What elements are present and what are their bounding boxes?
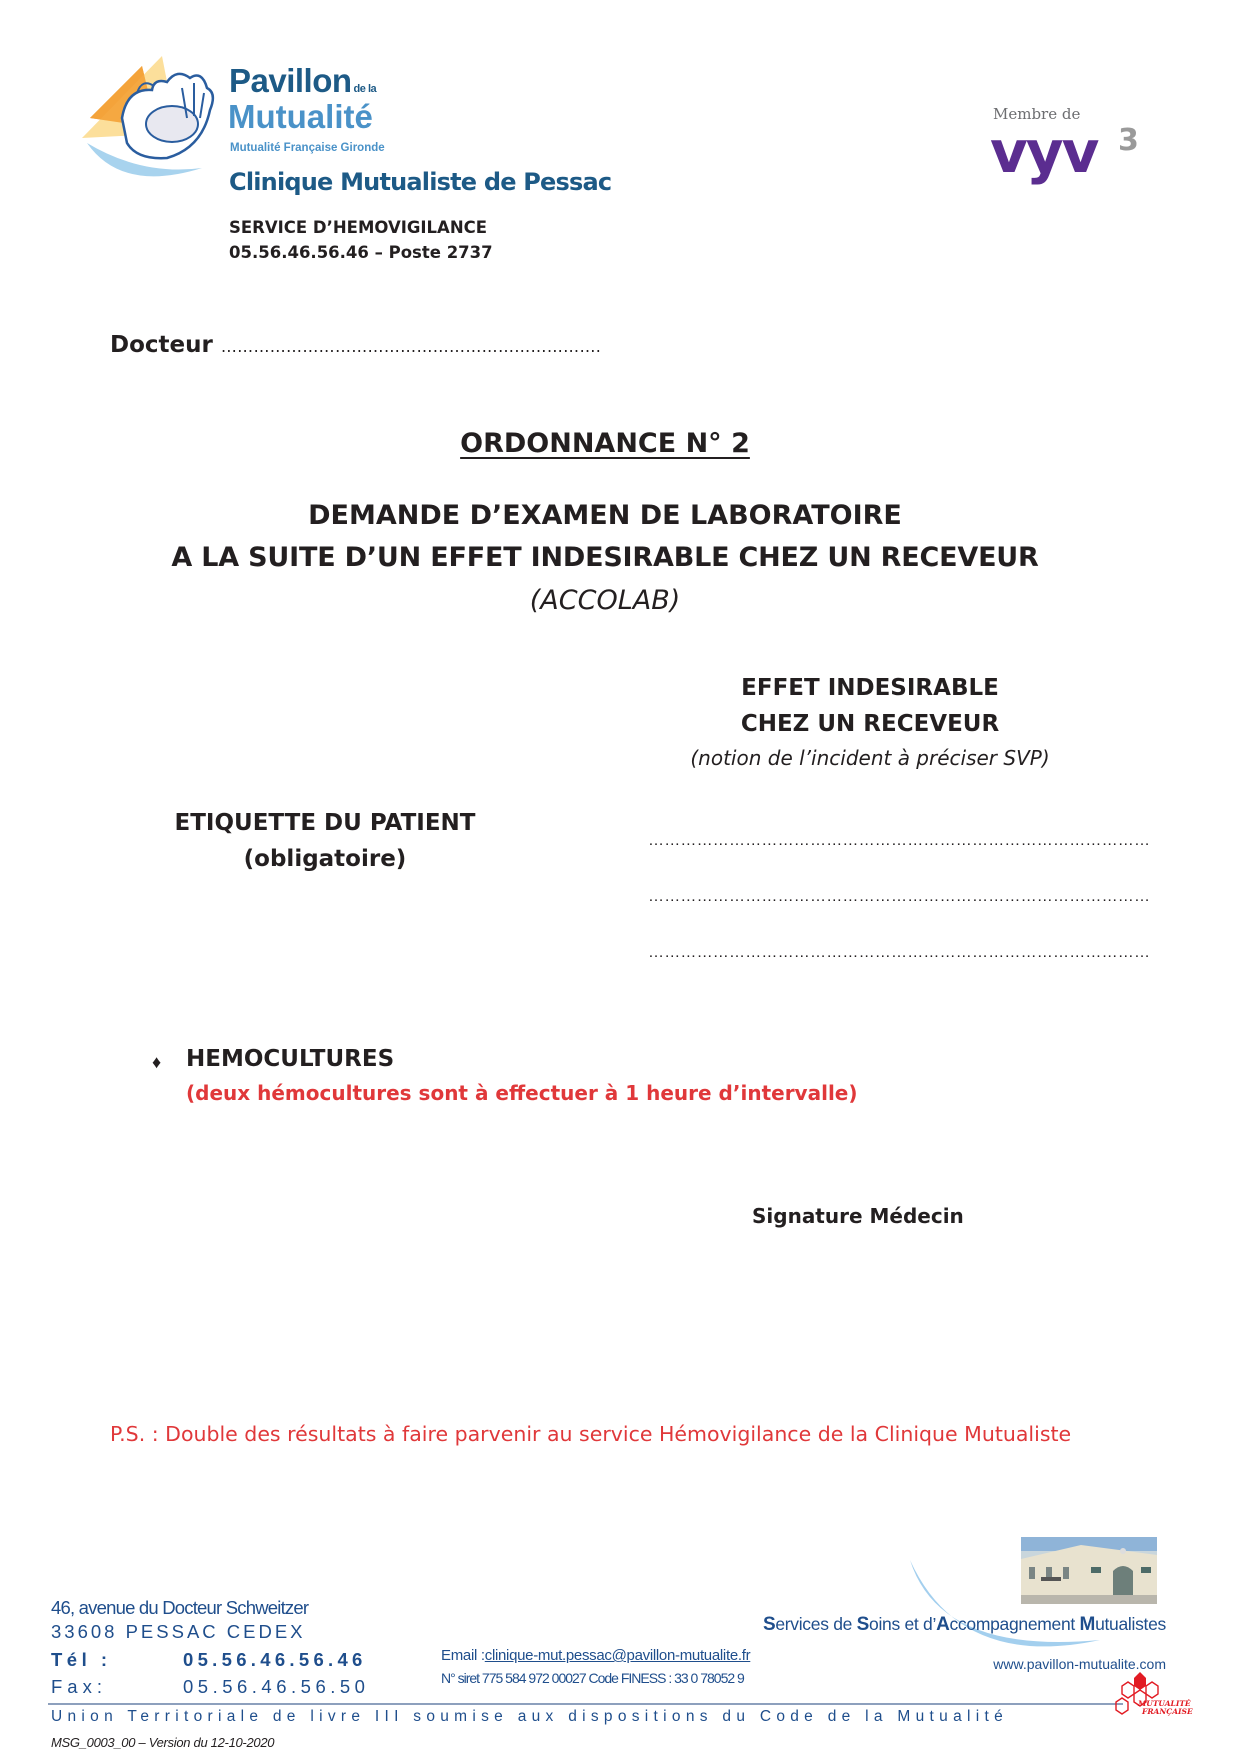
document-version: MSG_0003_00 – Version du 12-10-2020 <box>51 1735 275 1750</box>
vyv-logo-text: vyv <box>990 118 1098 186</box>
building-photo <box>1021 1537 1157 1604</box>
doctor-blank-line[interactable]: ……………………………………………………………. <box>220 337 602 356</box>
vyv-logo-icon <box>990 118 1160 192</box>
footer-website-link[interactable]: www.pavillon-mutualite.com <box>993 1656 1166 1672</box>
mf-logo-line2: FRANÇAISE <box>1142 1707 1193 1716</box>
mf-logo-line1: MUTUALITÉ <box>1138 1699 1191 1708</box>
patient-label-heading: ETIQUETTE DU PATIENT <box>174 810 476 836</box>
member-label: Membre de <box>993 105 1081 123</box>
ps-note: P.S. : Double des résultats à faire parvenir au service Hémovigilance de la Clinique Mutualiste <box>110 1422 1072 1446</box>
adverse-effect-heading-line2: CHEZ UN RECEVEUR <box>740 711 1000 737</box>
footer-services-tagline: Services de Soins et d’Accompagnement Mutualistes <box>762 1614 1166 1635</box>
service-phone: 05.56.46.56.46 – Poste 2737 <box>229 243 493 262</box>
clinic-name: Clinique Mutualiste de Pessac <box>229 168 612 196</box>
adverse-effect-heading-line1: EFFET INDESIRABLE <box>741 675 999 701</box>
request-title-line1: DEMANDE D’EXAMEN DE LABORATOIRE <box>308 500 902 531</box>
exam-note: (deux hémocultures sont à effectuer à 1 heure d’intervalle) <box>186 1081 858 1105</box>
brand-name-suffix: de la <box>353 83 377 95</box>
pavillon-logo-mark-icon <box>82 48 232 183</box>
footer-tel-label: Tél : <box>51 1649 112 1670</box>
adverse-effect-note: (notion de l’incident à préciser SVP) <box>690 746 1050 770</box>
footer-email-link[interactable]: clinique-mut.pessac@pavillon-mutualite.fr <box>484 1647 751 1664</box>
mutualite-francaise-logo-icon <box>1112 1672 1193 1718</box>
adverse-effect-blank-line[interactable]: ………………………………………………………………………………… <box>648 888 1151 905</box>
footer-siret: N° siret 775 584 972 00027 Code FINESS : 33 0 78052 9 <box>441 1670 744 1686</box>
footer-email-label: Email : <box>441 1647 485 1664</box>
patient-label-required-note: (obligatoire) <box>243 846 407 872</box>
footer-divider <box>48 1703 1123 1705</box>
signature-label: Signature Médecin <box>752 1204 964 1228</box>
ordonnance-title: ORDONNANCE N° 2 <box>460 428 750 459</box>
adverse-effect-blank-line[interactable]: ………………………………………………………………………………… <box>648 832 1151 849</box>
doctor-label: Docteur <box>110 332 213 358</box>
vyv-logo-superscript: 3 <box>1118 123 1139 158</box>
footer-address-line1: 46, avenue du Docteur Schweitzer <box>51 1597 309 1618</box>
footer-address-line2: 33608 PESSAC CEDEX <box>51 1621 306 1642</box>
brand-name-line1: Pavillon de la <box>229 62 377 99</box>
request-title-line3: (ACCOLAB) <box>529 585 681 616</box>
footer-email <box>441 1647 750 1664</box>
service-name: SERVICE D’HEMOVIGILANCE <box>229 218 488 237</box>
footer-tel-value[interactable]: 05.56.46.56.46 <box>183 1649 367 1670</box>
exam-title: HEMOCULTURES <box>186 1046 395 1072</box>
diamond-bullet-icon: ♦ <box>152 1052 162 1072</box>
doctor-field <box>110 332 601 358</box>
brand-name-line2: Mutualité <box>228 98 373 135</box>
footer-fax-label: Fax: <box>51 1676 107 1697</box>
adverse-effect-blank-line[interactable]: ………………………………………………………………………………… <box>648 944 1151 961</box>
footer-legal-line: Union Territoriale de livre III soumise aux dispositions du Code de la Mutualité <box>51 1708 1009 1725</box>
brand-subtitle: Mutualité Française Gironde <box>230 142 385 154</box>
request-title-line2: A LA SUITE D’UN EFFET INDESIRABLE CHEZ UN RECEVEUR <box>171 542 1039 573</box>
footer-fax-value: 05.56.46.56.50 <box>183 1676 370 1697</box>
